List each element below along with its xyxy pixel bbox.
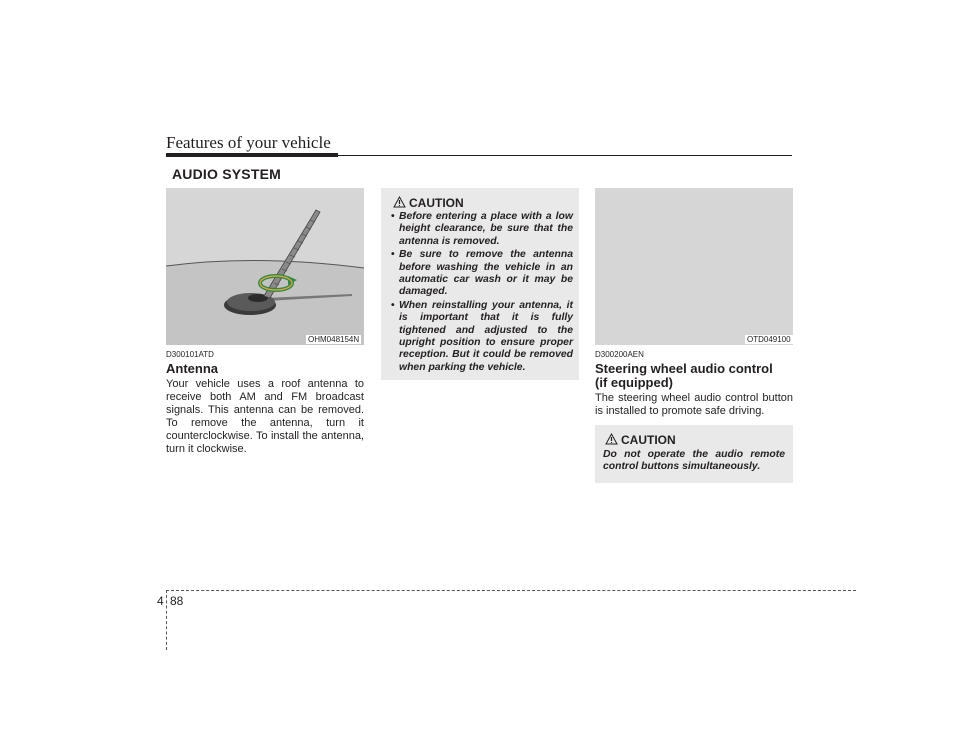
page-number: 88 [170,594,184,608]
antenna-heading: Antenna [166,361,218,376]
steering-heading-line2: (if equipped) [595,375,673,390]
caution-title: CAUTION [409,196,464,210]
header-rule [338,155,792,156]
caution-text: Do not operate the audio remote control buttons simultaneously. [603,449,785,473]
caution-box-steering [595,425,793,483]
steering-doc-code: D300200AEN [595,350,644,359]
steering-body: The steering wheel audio control button is installed to promote safe driving. [595,392,793,417]
steering-image-code: OTD049100 [747,335,791,344]
steering-audio-illustration [595,188,793,345]
caution-item: • Before entering a place with a low height clearance, be sure that the antenna is removed. [391,211,573,248]
footer-rule [166,590,856,591]
antenna-doc-code: D300101ATD [166,350,214,359]
section-title: AUDIO SYSTEM [172,166,281,182]
header-bar [166,153,338,157]
warning-triangle-icon [605,432,618,450]
footer-vertical-rule [166,590,167,650]
caution-item: • When reinstalling your antenna, it is important that it is fully tightened and adjusted to the upright position to ensure proper reception. But it could be removed when parking the vehicle. [391,300,573,374]
antenna-illustration [166,188,364,345]
page-header-title: Features of your vehicle [166,133,331,152]
caution-title: CAUTION [621,433,676,447]
caution-list [391,211,573,375]
caution-box-antenna [381,188,579,380]
antenna-image-code: OHM048154N [308,335,360,344]
chapter-number: 4 [157,594,164,608]
caution-item: • Be sure to remove the antenna before washing the vehicle in an automatic car wash or it may be damaged. [391,249,573,299]
antenna-body: Your vehicle uses a roof antenna to receive both AM and FM broadcast signals. This antenna can be removed. To remove the antenna, turn it counterclockwise. To install the antenna, turn it clockwise. [166,378,364,455]
steering-heading-line1: Steering wheel audio control [595,361,773,376]
antenna-drawing [166,188,364,345]
